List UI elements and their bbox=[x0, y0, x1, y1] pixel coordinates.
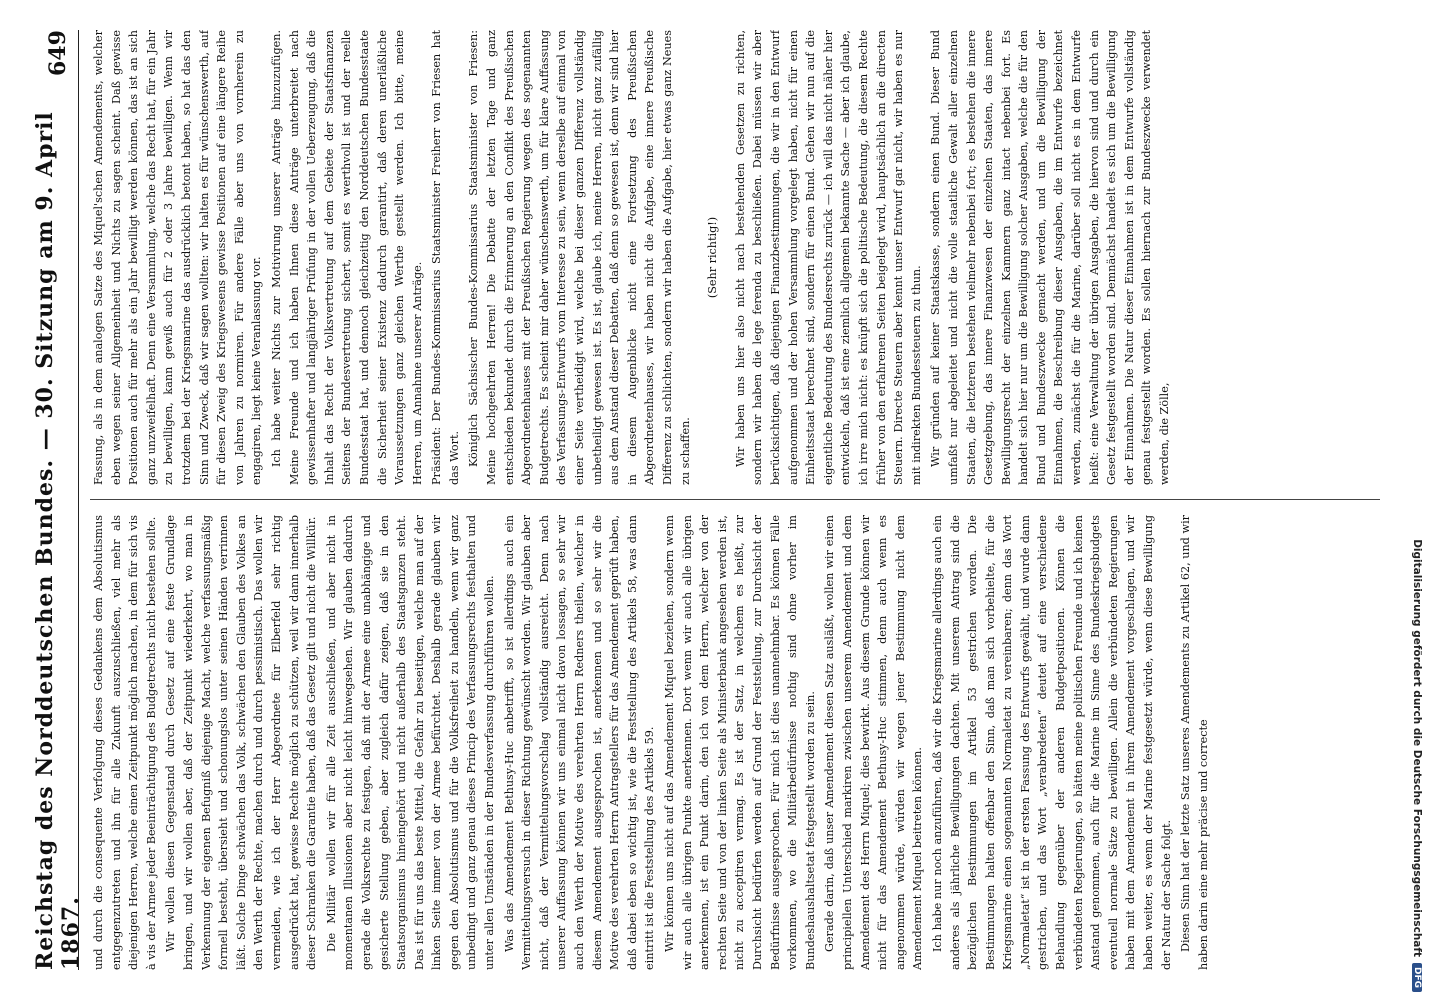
paragraph: Präsident: Der Bundes-Kommissarius Staatsminister Freiherr von Friesen hat das Wort. bbox=[430, 30, 461, 485]
dfg-logo-icon: DFG bbox=[1412, 963, 1422, 992]
page-title: Reichstag des Norddeutschen Bundes. — 30. Sitzung am 9. April 1867. bbox=[32, 111, 84, 970]
column-divider bbox=[90, 499, 1380, 500]
digitization-credit bbox=[1408, 8, 1426, 992]
paragraph: Königlich Sächsischer Bundes-Kommissarius Staatsminister von Friesen: Meine hochgeehrten Herren! Die Debatte der letzten Tage und ganz entschieden bekundet durch die Erinnerung an den Conflikt des Preußischen Abgeordnetenhauses mit der Preußischen Regierung wegen des sogenannten Budgetrechts. Es scheint mir daher wünschenswerth, um für klare Auffassung des Verfassungs-Entwurfs vom Interesse zu sein, wenn derselbe auf einmal von einer Seite vertheidigt wird, welche bei dieser ganzen Differenz vollständig unbetheiligt gewesen ist. Es ist, glaube ich, meine Herren, nicht ganz zufällig aus dem Anstand dieser Debatten, daß denn so gewesen ist, denn wir sind hier in diesem Augenblicke nicht eine Fortsetzung des Preußischen Abgeordnetenhauses, wir haben nicht die Aufgabe, eine innere Preußische Differenz zu schlichten, sondern wir haben die Aufgabe, hier etwas ganz Neues zu schaffen. bbox=[467, 30, 692, 485]
rotated-page bbox=[10, 0, 1410, 1000]
paragraph: Diesen Sinn hat der letzte Satz unseres Amendements zu Artikel 62, und wir haben darin eine mehr präcise und correcte bbox=[1179, 515, 1210, 970]
paragraph: und durch die consequente Verfolgung dieses Gedankens dem Absolutismus entgegenzutreten und ihn für alle Zukunft auszuschließen, viel mehr als diejenigen Herren, welche einen Zeitpunkt möglich machen, in dem für sich vis à vis der Armee jeder Beeinträchtigung des Budgetrechts nicht bestehen sollte. bbox=[92, 515, 158, 970]
paragraph: Die Militär wollen wir für alle Zeit ausschließen, und aber nicht in momentanen Illusionen aber nicht leicht hinwegsehen. Wir glauben dadurch gerade die Volksrechte zu festigen, daß mit der Armee eine unabhängige und gesicherte Stellung geben, aber zugleich dafür zeigen, daß sie in den Staatsorganismus hineingehört und nicht außerhalb des Staatsganzen steht. Das ist für uns das beste Mittel, die Gefahr zu beseitigen, welche man auf der linken Seite immer von der Armee befürchtet. Deshalb gerade glauben wir gegen den Absolutismus und für die Volksfreiheit zu handeln, wenn wir ganz unbedingt und ganz genau dieses Princip des Verfassungsrechts festhalten und unter allen Umständen in der Bundesverfassung durchführen wollen. bbox=[324, 515, 497, 970]
paragraph: Ich habe weiter Nichts zur Motivirung unserer Anträge hinzuzufügen. Meine Freunde und ich haben Ihnen diese Anträge unterbreitet nach gewissenhafter und langjähriger Prüfung in der vollen Ueberzeugung, daß die Inhalt das Recht der Volksvertretung auf dem Gebiete der Staatsfinanzen Seitens der Bundesvertretung sichert, somit es werthvoll ist und der reelle Bundesstaat hat, und dennoch gleichzeitig den Norddeutschen Bundesstaate die Sicherheit seiner Existenz dadurch garantirt, daß deren unerläßliche Voraussetzungen ganz gleichen Werthe gestellt werden. Ich bitte, meine Herren, um Annahme unserer Anträge. bbox=[269, 30, 424, 485]
paragraph: Wir gründen auf keiner Staatskasse, sondern einen Bund. Dieser Bund umfaßt nur abgeleitet und nicht die volle staatliche Gewalt aller einzelnen Staaten, die letzteren bestehen vielmehr nebenbei fort; es bestehen die innere Gesetzgebung, das innere Finanzwesen der einzelnen Staaten, das innere Bewilligungsrecht der einzelnen Kammern ganz intact nebenbei fort. Es handelt sich hier nur um die Bewilligung solcher Ausgaben, welche die für den Bund und Bundeszwecke gemacht werden, und um die Bewilligung der Einnahmen, die Beschreibung dieser Ausgaben, die im Entwurfe bezeichnet werden, zunächst die für die Marine, darüber soll nicht es in dem Entwurfe heißt: eine Verwaltung der übrigen Ausgaben, die hiervon sind und durch ein Gesetz festgestellt worden sind. Demnächst handelt es sich um die Bewilligung der Einnahmen. Die Natur dieser Einnahmen ist in dem Entwurfe vollständig genau festgestellt worden. Es sollen hiernach zur Bundeszwecke verwendet werden, die Zölle, bbox=[929, 30, 1172, 485]
left-column bbox=[90, 515, 1380, 970]
text-columns bbox=[90, 30, 1380, 970]
paragraph: Fassung, als in dem analogen Satze des Miquel'schen Amendements, welcher eben wegen seiner Allgemeinheit und Nichts zu sagen scheint. Daß gewisse Positionen auch für mehr als ein Jahr bewilligt werden können, das ist an sich ganz unzweifelhaft. Denn eine Versammlung, welche das Recht hat, für ein Jahr zu bewilligen, kann gewiß auch für 2 oder 3 Jahre bewilligen. Wenn wir trotzdem bei der Kriegsmarine das ausdrücklich betont haben, so hat das den Sinn und Zweck, daß wir sagen wollten: wir halten es für wünschenswerth, auf für diesen Zweig des Kriegswesens gewisse Positionen auf eine längere Reihe von Jahren zu normiren. Für andere Fälle aber uns von vornherein zu engagiren, liegt keine Veranlassung vor. bbox=[92, 30, 264, 485]
paragraph: Ich habe nur noch anzuführen, daß wir die Kriegsmarine allerdings auch ein anderes als jährliche Bewilligungen dachten. Mit unserem Antrag sind die bezüglichen Bestimmungen im Artikel 53 gestrichen worden. Die Bestimmungen halten offenbar den Sinn, daß man sich vorbehielte, für die Kriegsmarine einen sogenannten Normaletat zu vereinbaren; denn das Wort „Normaletat“ ist in der ersten Fassung des Entwurfs gewählt, und wurde dann gestrichen, und das Wort „verabredeten“ deutet auf eine verschiedene Behandlung gegenüber der anderen Budgetpositionen. Können die verbündeten Regierungen, so hätten meine politischen Freunde und ich keinen Anstand genommen, auch für die Marine im Sinne des Bundeskriegsbudgets eventuell normale Sätze zu bewilligen. Allein die verbündeten Regierungen haben mit dem Amendement in ihrem Amendement vorgeschlagen, und wir haben weiter, es wenn der Marine festgesetzt würde, wenn diese Bewilligung der Natur der Sache folgt. bbox=[930, 515, 1173, 970]
credit-text: Digitalisierung gefördert durch die Deutsche Forschungsgemeinschaft bbox=[1411, 539, 1423, 957]
paragraph: Wir wollen diesen Gegenstand durch Gesetz auf eine feste Grundlage bringen, und wir wollen aber, daß der Zeitpunkt wiederkehrt, wo man in Verkennung der eigenen Befugniß diejenige Macht, welche verfassungsmäßig formell besteht, übersieht und schonungslos unter seinen Händen verrinnen läßt. Solche Dinge schwächen das Volk, schwächen den Glauben des Volkes an den Werth der Rechte, machen durch und durch pessimistisch. Das wollen wir vermeiden, wie ich der Herr Abgeordnete für Elberfeld sehr richtig ausgedrückt hat, gewisse Rechte möglich zu schützen, weil wir dann innerhalb dieser Schranken die Garantie haben, daß das Gesetz gilt und nicht die Willkür. bbox=[164, 515, 319, 970]
interjection: (Sehr richtig!) bbox=[706, 216, 720, 299]
paragraph: Gerade darin, daß unser Amendement diesen Satz ausläßt, wollen wir einen principiellen Unterschied markiren zwischen unserem Amendement und dem Amendement des Herrn Miquel; dies bewirkt. Aus diesem Grunde können wir nicht für das Amendement Bethusy-Huc stimmen, denn auch wenn es angenommen würde, würden wir wegen jener Bestimmung nicht dem Amendement Miquel beitreten können. bbox=[823, 515, 925, 970]
page-header bbox=[32, 30, 84, 970]
paragraph: Wir haben uns hier also nicht nach bestehenden Gesetzen zu richten, sondern wir haben die lege ferenda zu beschließen. Dabei müssen wir aber berücksichtigen, daß diejenigen Finanzbestimmungen, die wir in den Entwurf aufgenommen und der hohen Versammlung vorgelegt haben, nicht für einen Einheitsstaat berechnet sind, sondern für einen Bund. Gehen wir nun auf die eigentliche Bedeutung des Bundesrechts zurück — ich will das nicht näher hier entwickeln, daß ist eine ziemlich allgemein bekannte Sache — aber ich glaube, ich irre mich nicht: es knüpft sich die politische Bedeutung, die diesem Rechte früher von den erfahrenen Seiten beigelegt wird, hauptsächlich an die directen Steuern. Directe Steuern aber kennt unser Entwurf gar nicht, wir haben es nur mit indirekten Bundessteuern zu thun. bbox=[733, 30, 923, 485]
paragraph: Wir können uns nicht auf das Amendement Miquel beziehen, sondern wenn wir auch alle übrigen Punkte anerkennen. Dort wenn wir auch alle übrigen anerkennen, ist ein Punkt darin, den ich von dem Herrn, welcher von der rechten Seite und von der linken Seite als Ministerbank angesehen werden ist, nicht zu acceptiren vermag. Es ist der Satz, in welchem es heißt, zur Durchsicht bedürfen werden auf Grund der Feststellung, zur Durchsicht der Bedürfnisse ausgesprochen. Für mich ist dies unannehmbar. Es können Fälle vorkommen, wo die Militärbedürfnisse nothig sind ohne vorher im Bundeshaushaltsetat festgestellt worden zu sein. bbox=[663, 515, 817, 970]
right-column bbox=[90, 30, 1380, 485]
page-number: 649 bbox=[45, 30, 71, 76]
paragraph: Was das Amendement Bethusy-Huc anbetrifft, so ist allerdings auch ein Vermittelungsversuch in dieser Richtung gewünscht worden. Wir glauben aber nicht, daß der Vermittelungsvorschlag vollständig ausreicht. Denn nach unserer Auffassung können wir uns einmal nicht davon lossagen, so sehr wir auch den Werth der Motive des verehrten Herrn Redners theilen, welcher in diesem Amendement ausgesprochen ist, anerkennen und so sehr wir die Motive des verehrten Herrn Antragstellers für das Amendement geprüft haben, daß dabei eben so wichtig ist, wie die Feststellung des Artikels 58, was dann eintritt ist die Feststellung des Artikels 59. bbox=[502, 515, 657, 970]
